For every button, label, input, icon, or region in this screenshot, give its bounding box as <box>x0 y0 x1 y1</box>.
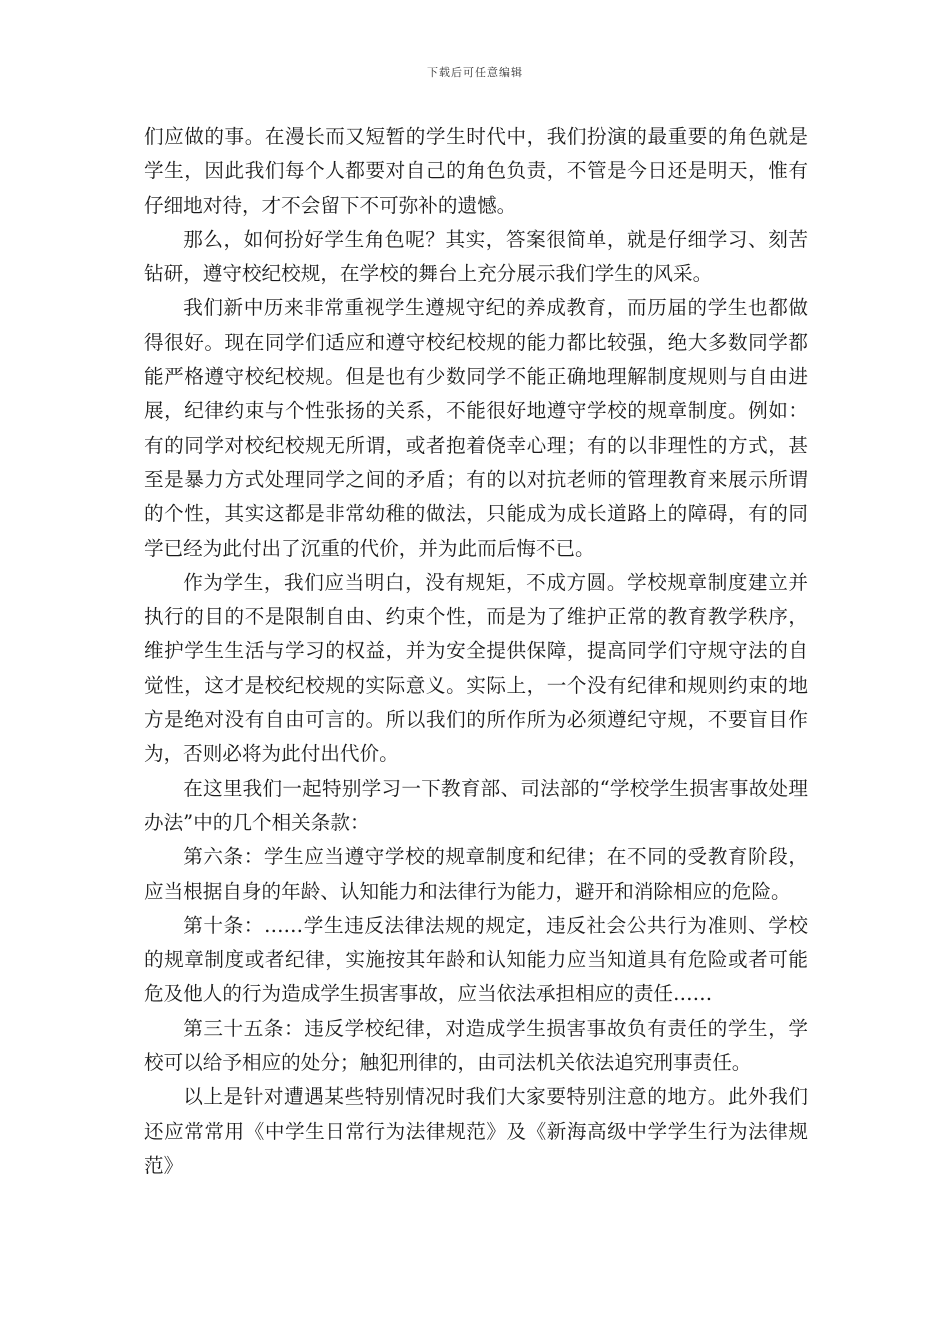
article-6-paragraph: 第六条：学生应当遵守学校的规章制度和纪律；在不同的受教育阶段，应当根据自身的年龄、认知能力和法律行为能力，避开和消除相应的危险。 <box>144 845 808 903</box>
paragraph-4: 作为学生，我们应当明白，没有规矩，不成方圆。学校规章制度建立并执行的目的不是限制自由、约束个性，而是为了维护正常的教育教学秩序，维护学生生活与学习的权益，并为安全提供保障，提高同学们守规守法的自觉性，这才是校纪校规的实际意义。实际上，一个没有纪律和规则约束的地方是绝对没有自由可言的。所以我们的所作所为必须遵纪守规，不要盲目作为，否则必将为此付出代价。 <box>144 570 808 766</box>
paragraph-5: 在这里我们一起特别学习一下教育部、司法部的“学校学生损害事故处理办法”中的几个相关条款： <box>144 776 808 834</box>
document-body <box>144 120 808 1183</box>
page-header: 下载后可任意编辑 <box>427 66 523 79</box>
article-10-paragraph: 第十条：……学生违反法律法规的规定，违反社会公共行为准则、学校的规章制度或者纪律，实施按其年龄和认知能力应当知道具有危险或者可能危及他人的行为造成学生损害事故，应当依法承担相应的责任…… <box>144 913 808 1006</box>
closing-paragraph: 以上是针对遭遇某些特别情况时我们大家要特别注意的地方。此外我们还应常常用《中学生日常行为法律规范》及《新海高级中学学生行为法律规范》 <box>144 1085 808 1177</box>
article-35-paragraph: 第三十五条：违反学校纪律，对造成学生损害事故负有责任的学生，学校可以给予相应的处分；触犯刑律的，由司法机关依法追究刑事责任。 <box>144 1016 808 1075</box>
paragraph-1: 们应做的事。在漫长而又短暂的学生时代中，我们扮演的最重要的角色就是学生，因此我们每个人都要对自己的角色负责，不管是今日还是明天，惟有仔细地对待，才不会留下不可弥补的遗憾。 <box>144 125 808 217</box>
paragraph-2: 那么，如何扮好学生角色呢？其实，答案很简单，就是仔细学习、刻苦钻研，遵守校纪校规，在学校的舞台上充分展示我们学生的风采。 <box>144 227 808 286</box>
paragraph-3: 我们新中历来非常重视学生遵规守纪的养成教育，而历届的学生也都做得很好。现在同学们适应和遵守校纪校规的能力都比较强，绝大多数同学都能严格遵守校纪校规。但是也有少数同学不能正确地理解制度规则与自由进展，纪律约束与个性张扬的关系，不能很好地遵守学校的规章制度。例如：有的同学对校纪校规无所谓，或者抱着侥幸心理；有的以非理性的方式，甚至是暴力方式处理同学之间的矛盾；有的以对抗老师的管理教育来展示所谓的个性，其实这都是非常幼稚的做法，只能成为成长道路上的障碍，有的同学已经为此付出了沉重的代价，并为此而后悔不已。 <box>144 296 808 560</box>
